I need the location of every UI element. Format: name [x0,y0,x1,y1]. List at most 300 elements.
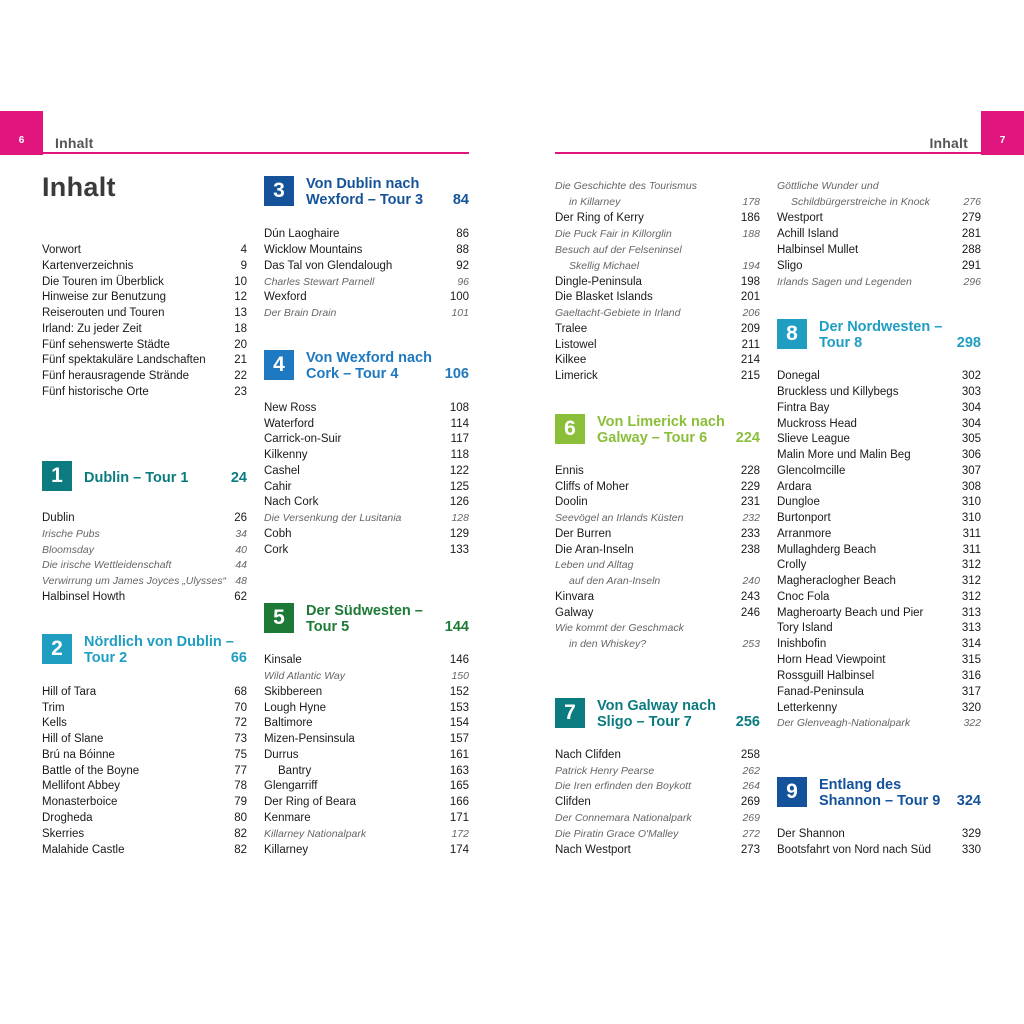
toc-entry[interactable] [555,305,760,321]
toc-entry-title: Die irische Wettleidenschaft [42,559,172,571]
toc-entry[interactable] [264,463,469,479]
running-header-left: Inhalt [55,135,94,151]
toc-entry[interactable] [555,226,760,242]
toc-entry-page: 154 [449,717,469,729]
toc-entry[interactable] [777,384,981,400]
page-title: Inhalt [42,172,116,202]
toc-entry-title: Die Blasket Islands [555,291,653,303]
toc-entry-title: in Killarney [569,196,621,208]
toc-entry[interactable] [264,731,469,747]
toc-entry-page: 269 [740,796,760,808]
tour-number-badge: 2 [42,634,72,664]
toc-entry[interactable] [42,700,247,716]
toc-entry[interactable] [777,542,981,558]
toc-entry-title: Fünf spektakuläre Landschaften [42,354,206,366]
toc-entry[interactable] [555,826,760,842]
toc-entry[interactable] [777,557,981,573]
toc-entry-title: Der Shannon [777,828,845,840]
toc-entry[interactable] [42,573,247,589]
toc-entry-page: 311 [962,544,981,556]
toc-entry-page: 330 [961,844,981,856]
toc-entry[interactable] [264,684,469,700]
toc-entry-page: 178 [742,196,760,208]
toc-entry-page: 238 [740,544,760,556]
toc-entry[interactable] [42,684,247,700]
toc-entry[interactable] [555,494,760,510]
toc-entry-title: Malin More und Malin Beg [777,449,911,461]
toc-entry[interactable] [42,542,247,558]
toc-entry-page: 26 [234,512,247,524]
tour-section-heading[interactable] [264,176,469,212]
toc-entry-title: Durrus [264,749,299,761]
toc-entry-title: Trim [42,702,65,714]
toc-entry[interactable] [777,526,981,542]
toc-entry-page: 269 [742,812,760,824]
toc-entry-title: Halbinsel Mullet [777,244,859,256]
toc-entry-title: Nach Clifden [555,749,621,761]
toc-entry-title: Die Touren im Überblick [42,276,164,288]
toc-entry-title: Drogheda [42,812,93,824]
toc-entry-page: 312 [961,575,981,587]
tour-section-heading[interactable] [264,603,469,639]
toc-entry-title: Letterkenny [777,702,838,714]
toc-entry[interactable] [264,289,469,305]
toc-entry-page: 312 [961,591,981,603]
toc-entry-title: Dublin [42,512,75,524]
toc-entry-page: 157 [449,733,469,745]
toc-entry[interactable] [42,842,247,858]
toc-entry-page: 161 [449,749,469,761]
toc-entry[interactable] [42,778,247,794]
toc-entry[interactable] [264,494,469,510]
toc-entry-page: 310 [961,496,981,508]
toc-entry-page: 163 [449,765,469,777]
toc-entry-page: 211 [741,339,760,351]
toc-entry[interactable] [42,258,247,274]
toc-entry[interactable] [777,826,981,842]
toc-entry[interactable] [42,368,247,384]
toc-entry-page: 86 [456,228,469,240]
toc-entry-page: 232 [742,512,760,524]
toc-entry[interactable] [42,242,247,258]
toc-entry-title: Hill of Tara [42,686,97,698]
toc-entry-title: Achill Island [777,228,839,240]
tour-number-badge: 5 [264,603,294,633]
toc-entry[interactable] [264,826,469,842]
toc-entry-page: 281 [961,228,981,240]
toc-entry-title: Killarney Nationalpark [264,828,367,840]
toc-entry-page: 73 [234,733,247,745]
toc-entry[interactable] [42,794,247,810]
toc-entry[interactable] [264,416,469,432]
toc-entry[interactable] [777,715,981,731]
toc-entry[interactable] [777,700,981,716]
toc-entry-title: Cliffs of Moher [555,481,629,493]
toc-entry-title: Rossguill Halbinsel [777,670,875,682]
toc-entry-title: Mizen-Pensinsula [264,733,355,745]
toc-entry[interactable] [777,400,981,416]
toc-entry[interactable] [777,194,981,210]
toc-entry-page: 240 [742,575,760,587]
toc-entry-title: Battle of the Boyne [42,765,140,777]
toc-entry-page: 243 [740,591,760,603]
toc-entry[interactable] [42,526,247,542]
toc-entry[interactable] [555,258,760,274]
toc-entry-title: Gaeltacht-Gebiete in Irland [555,307,681,319]
toc-entry[interactable] [264,652,469,668]
toc-entry-title: Dungloe [777,496,820,508]
toc-entry[interactable] [42,321,247,337]
toc-entry[interactable] [777,178,981,194]
toc-entry-title: Nach Westport [555,844,631,856]
toc-entry[interactable] [777,620,981,636]
toc-entry-page: 310 [961,512,981,524]
toc-entry[interactable] [555,368,760,384]
page-number-right: 7 [999,135,1006,146]
toc-entry-page: 165 [449,780,469,792]
toc-entry[interactable] [555,242,760,258]
toc-entry[interactable] [777,573,981,589]
toc-entry-title: Glengarriff [264,780,318,792]
toc-entry-page: 304 [961,418,981,430]
toc-entry-page: 253 [742,638,760,650]
toc-entry-title: Fünf historische Orte [42,386,149,398]
toc-entry[interactable] [777,842,981,858]
toc-entry-title: Der Burren [555,528,612,540]
toc-entry-page: 146 [449,654,469,666]
toc-entry[interactable] [777,479,981,495]
toc-entry[interactable] [777,605,981,621]
toc-entry-page: 313 [961,622,981,634]
toc-entry-page: 4 [240,244,247,256]
toc-entry[interactable] [264,400,469,416]
toc-entry[interactable] [264,778,469,794]
toc-entry-title: Burtonport [777,512,831,524]
toc-entry-page: 79 [234,796,247,808]
toc-entry-title: Kilkee [555,354,587,366]
toc-entry-title: Besuch auf der Felseninsel [555,244,682,256]
toc-entry-title: Cork [264,544,289,556]
toc-entry-page: 303 [961,386,981,398]
toc-entry-page: 273 [740,844,760,856]
toc-entry[interactable] [264,447,469,463]
toc-entry[interactable] [555,620,760,636]
toc-entry-title: Galway [555,607,594,619]
toc-entry-title: Skibbereen [264,686,323,698]
toc-entry[interactable] [264,226,469,242]
toc-entry[interactable] [555,510,760,526]
toc-entry-title: Slieve League [777,433,850,445]
toc-entry[interactable] [555,274,760,290]
toc-entry[interactable] [555,542,760,558]
toc-entry-title: Listowel [555,339,597,351]
toc-entry-page: 23 [234,386,247,398]
toc-entry-page: 78 [234,780,247,792]
toc-entry[interactable] [42,810,247,826]
toc-entry[interactable] [264,431,469,447]
toc-entry[interactable] [42,715,247,731]
toc-entry-title: Magheroarty Beach und Pier [777,607,924,619]
toc-entry[interactable] [555,557,760,573]
toc-entry[interactable] [555,178,760,194]
toc-entry[interactable] [555,636,760,652]
toc-entry-page: 133 [449,544,469,556]
toc-entry[interactable] [264,763,469,779]
toc-entry[interactable] [777,494,981,510]
toc-entry-page: 92 [456,260,469,272]
toc-entry[interactable] [264,794,469,810]
toc-entry[interactable] [42,747,247,763]
tour-title: Von Dublin nach Wexford – Tour 3 [306,176,424,208]
tour-section-heading[interactable] [777,319,981,355]
toc-entry[interactable] [264,274,469,290]
toc-entry[interactable] [264,700,469,716]
toc-entry[interactable] [42,337,247,353]
toc-entry-title: Crolly [777,559,807,571]
toc-entry-title: Kinsale [264,654,302,666]
toc-entry-title: Wexford [264,291,307,303]
toc-entry[interactable] [555,573,760,589]
toc-entry[interactable] [555,463,760,479]
toc-entry-title: Dingle-Peninsula [555,276,642,288]
toc-entry-title: Donegal [777,370,820,382]
toc-entry[interactable] [264,747,469,763]
toc-entry-title: Verwirrung um James Joyces „Ulysses“ [42,575,226,587]
toc-entry[interactable] [264,668,469,684]
toc-entry-title: Doolin [555,496,588,508]
tour-section-heading[interactable] [777,777,981,813]
toc-entry-title: New Ross [264,402,317,414]
toc-entry[interactable] [264,842,469,858]
toc-entry[interactable] [264,479,469,495]
toc-entry-page: 329 [961,828,981,840]
toc-entry[interactable] [42,557,247,573]
toc-entry-page: 152 [449,686,469,698]
toc-entry-page: 288 [961,244,981,256]
toc-entry-page: 198 [740,276,760,288]
toc-entry-page: 186 [740,212,760,224]
toc-entry-page: 80 [234,812,247,824]
toc-entry-title: Limerick [555,370,598,382]
toc-entry-title: Der Connemara Nationalpark [555,812,692,824]
toc-entry-page: 125 [449,481,469,493]
tour-title: Von Wexford nach Cork – Tour 4 [306,350,432,382]
toc-entry-title: Kartenverzeichnis [42,260,134,272]
toc-entry-page: 317 [961,686,981,698]
toc-entry-title: Waterford [264,418,315,430]
toc-entry[interactable] [555,794,760,810]
toc-entry-title: Baltimore [264,717,313,729]
toc-entry-title: Cahir [264,481,292,493]
toc-entry-page: 172 [451,828,469,840]
toc-entry-page: 153 [449,702,469,714]
toc-entry[interactable] [555,810,760,826]
toc-entry-title: Monasterboice [42,796,118,808]
toc-entry-title: auf den Aran-Inseln [569,575,661,587]
toc-entry-page: 22 [234,370,247,382]
toc-entry[interactable] [777,463,981,479]
toc-entry[interactable] [264,510,469,526]
toc-entry-page: 304 [961,402,981,414]
tour-section-heading[interactable] [555,698,760,734]
toc-entry-page: 118 [450,449,469,461]
page-number-left: 6 [18,135,25,146]
tour-section-heading[interactable] [42,461,247,497]
toc-entry-page: 276 [963,196,981,208]
toc-entry-page: 302 [961,370,981,382]
toc-entry-page: 62 [234,591,247,603]
toc-entry[interactable] [264,526,469,542]
toc-entry[interactable] [777,431,981,447]
toc-entry-title: Charles Stewart Parnell [264,276,375,288]
tour-title: Entlang des Shannon – Tour 9 [819,777,941,809]
toc-entry-title: Hinweise zur Benutzung [42,291,167,303]
toc-entry-title: Fintra Bay [777,402,830,414]
tour-title: Der Nordwesten – Tour 8 [819,319,943,351]
toc-entry-page: 82 [234,828,247,840]
toc-entry-page: 122 [449,465,469,477]
toc-entry[interactable] [42,510,247,526]
toc-entry[interactable] [777,226,981,242]
toc-entry-title: Westport [777,212,823,224]
toc-entry-page: 296 [963,276,981,288]
toc-column [42,0,247,1024]
toc-entry-page: 307 [961,465,981,477]
toc-entry-title: Irlands Sagen und Legenden [777,276,912,288]
toc-entry-page: 322 [963,717,981,729]
toc-entry-title: Horn Head Viewpoint [777,654,886,666]
toc-entry-title: Die Versenkung der Lusitania [264,512,402,524]
toc-entry-title: Die Aran-Inseln [555,544,634,556]
toc-entry[interactable] [555,337,760,353]
toc-entry-page: 114 [450,418,469,430]
page-number-tab-right [981,111,1024,155]
tour-title: Von Galway nach Sligo – Tour 7 [597,698,716,730]
toc-entry[interactable] [264,542,469,558]
toc-entry[interactable] [555,778,760,794]
toc-entry[interactable] [264,305,469,321]
toc-entry[interactable] [777,258,981,274]
toc-entry[interactable] [42,305,247,321]
toc-entry-page: 18 [234,323,247,335]
toc-entry[interactable] [555,289,760,305]
toc-entry-title: Die Geschichte des Tourismus [555,180,698,192]
toc-entry-page: 171 [449,812,469,824]
toc-entry[interactable] [777,368,981,384]
page-number-tab-left [0,111,43,155]
toc-entry-page: 117 [450,433,469,445]
toc-entry-page: 13 [234,307,247,319]
toc-entry-page: 262 [742,765,760,777]
toc-entry-page: 126 [449,496,469,508]
toc-entry[interactable] [777,636,981,652]
toc-entry[interactable] [555,210,760,226]
toc-entry[interactable] [555,605,760,621]
toc-entry[interactable] [42,289,247,305]
toc-entry-title: Carrick-on-Suir [264,433,342,445]
toc-entry-title: Tralee [555,323,588,335]
toc-entry-title: Kenmare [264,812,311,824]
tour-page-number: 66 [230,650,247,666]
toc-entry-title: Killarney [264,844,309,856]
toc-entry[interactable] [42,352,247,368]
toc-entry-page: 264 [742,780,760,792]
toc-entry-title: Patrick Henry Pearse [555,765,655,777]
toc-entry[interactable] [777,510,981,526]
toc-entry[interactable] [555,589,760,605]
toc-entry[interactable] [555,747,760,763]
tour-number-badge: 6 [555,414,585,444]
toc-entry-page: 246 [740,607,760,619]
toc-entry[interactable] [777,684,981,700]
toc-entry[interactable] [42,589,247,605]
toc-entry[interactable] [42,826,247,842]
toc-entry[interactable] [555,526,760,542]
toc-entry[interactable] [555,321,760,337]
toc-entry-title: Kinvara [555,591,594,603]
toc-column [777,0,981,1024]
tour-number-badge: 3 [264,176,294,206]
toc-entry[interactable] [555,194,760,210]
tour-section-heading[interactable] [555,414,760,450]
toc-entry-page: 279 [961,212,981,224]
toc-entry[interactable] [264,715,469,731]
toc-entry-title: Inishbofin [777,638,827,650]
toc-entry[interactable] [777,210,981,226]
tour-page-number: 106 [444,366,469,382]
toc-entry[interactable] [264,258,469,274]
toc-entry[interactable] [777,242,981,258]
toc-entry-title: Cobh [264,528,292,540]
toc-entry-page: 308 [961,481,981,493]
toc-entry-page: 75 [234,749,247,761]
toc-entry-title: Vorwort [42,244,81,256]
toc-entry[interactable] [777,416,981,432]
toc-entry-page: 48 [235,575,247,587]
toc-entry[interactable] [777,668,981,684]
toc-entry[interactable] [264,242,469,258]
toc-entry[interactable] [555,479,760,495]
toc-entry[interactable] [777,652,981,668]
toc-entry[interactable] [42,731,247,747]
toc-entry[interactable] [42,763,247,779]
toc-entry-page: 128 [451,512,469,524]
toc-entry[interactable] [555,763,760,779]
toc-entry-title: Bantry [278,765,312,777]
toc-entry-page: 209 [740,323,760,335]
toc-entry-page: 44 [235,559,247,571]
running-header-right: Inhalt [929,135,968,151]
toc-entry[interactable] [42,384,247,400]
toc-entry[interactable] [42,274,247,290]
toc-entry[interactable] [777,447,981,463]
toc-entry-page: 231 [740,496,760,508]
toc-entry[interactable] [555,352,760,368]
toc-entry-page: 311 [962,528,981,540]
toc-entry-page: 313 [961,607,981,619]
toc-entry[interactable] [777,274,981,290]
tour-number-badge: 8 [777,319,807,349]
tour-section-heading[interactable] [264,350,469,386]
toc-entry[interactable] [264,810,469,826]
toc-entry-title: Sligo [777,260,803,272]
tour-section-heading[interactable] [42,634,247,670]
toc-entry-title: Muckross Head [777,418,857,430]
toc-entry-title: Fünf herausragende Strände [42,370,190,382]
toc-entry[interactable] [777,589,981,605]
toc-entry[interactable] [555,842,760,858]
toc-entry-title: Skellig Michael [569,260,640,272]
